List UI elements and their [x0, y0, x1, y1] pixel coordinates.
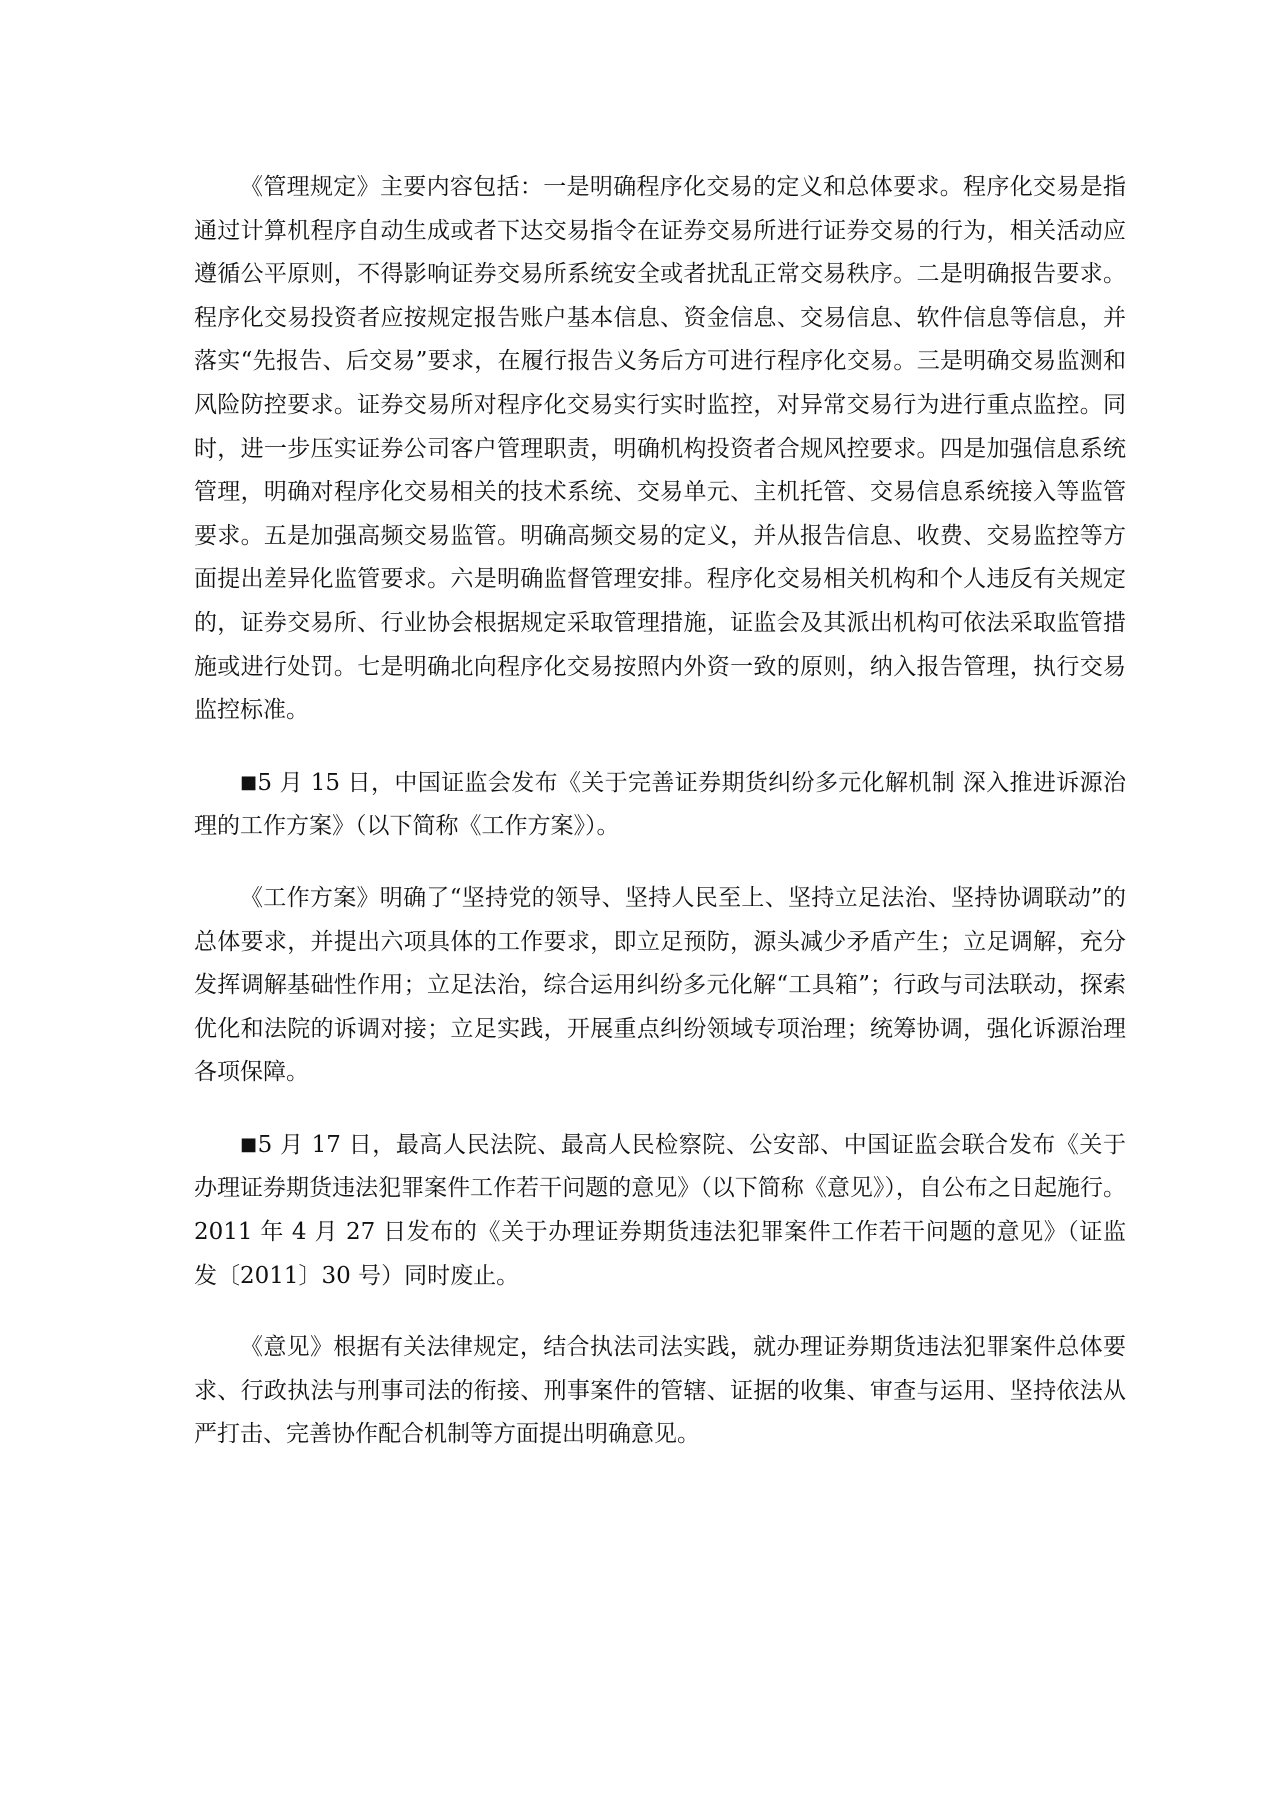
paragraph-text: 《工作方案》明确了“坚持党的领导、坚持人民至上、坚持立足法治、坚持协调联动”的总体要求，并提出六项具体的工作要求，即立足预防，源头减少矛盾产生；立足调解，充分发挥调解基础性作用；立足法治，综合运用纠纷多元化解“工具箱”；行政与司法联动，探索优化和法院的诉调对接；立足实践，开展重点纠纷领域专项治理；统筹协调，强化诉源治理各项保障。 [194, 884, 1126, 1086]
paragraph-text: 《管理规定》主要内容包括：一是明确程序化交易的定义和总体要求。程序化交易是指通过计算机程序自动生成或者下达交易指令在证券交易所进行证券交易的行为，相关活动应遵循公平原则，不得影响证券交易所系统安全或者扰乱正常交易秩序。二是明确报告要求。程序化交易投资者应按规定报告账户基本信息、资金信息、交易信息、软件信息等信息，并落实“先报告、后交易”要求，在履行报告义务后方可进行程序化交易。三是明确交易监测和风险防控要求。证券交易所对程序化交易实行实时监控，对异常交易行为进行重点监控。同时，进一步压实证券公司客户管理职责，明确机构投资者合规风控要求。四是加强信息系统管理，明确对程序化交易相关的技术系统、交易单元、主机托管、交易信息系统接入等监管要求。五是加强高频交易监管。明确高频交易的定义，并从报告信息、收费、交易监控等方面提出差异化监管要求。六是明确监督管理安排。程序化交易相关机构和个人违反有关规定的，证券交易所、行业协会根据规定采取管理措施，证监会及其派出机构可依法采取监管措施或进行处罚。七是明确北向程序化交易按照内外资一致的原则，纳入报告管理，执行交易监控标准。 [194, 174, 1126, 724]
document-page [194, 166, 1126, 1485]
news-item-text: 5 月 17 日，最高人民法院、最高人民检察院、公安部、中国证监会联合发布《关于办理证券期货违法犯罪案件工作若干问题的意见》（以下简称《意见》），自公布之日起施行。2011 年 4 月 27 日发布的《关于办理证券期货违法犯罪案件工作若干问题的意见》（证监发〔2011〕30 号）同时废止。 [194, 1131, 1126, 1289]
news-item-may-17 [194, 1123, 1126, 1298]
paragraph-text: 《意见》根据有关法律规定，结合执法司法实践，就办理证券期货违法犯罪案件总体要求、行政执法与刑事司法的衔接、刑事案件的管辖、证据的收集、审查与运用、坚持依法从严打击、完善协作配合机制等方面提出明确意见。 [194, 1334, 1126, 1448]
square-bullet-icon: ■ [240, 771, 258, 793]
paragraph-management-rules [194, 166, 1126, 733]
news-item-may-15 [194, 761, 1126, 849]
news-item-text: 5 月 15 日，中国证监会发布《关于完善证券期货纠纷多元化解机制 深入推进诉源治理的工作方案》（以下简称《工作方案》）。 [194, 769, 1126, 840]
paragraph-work-plan [194, 877, 1126, 1095]
paragraph-opinions [194, 1326, 1126, 1457]
square-bullet-icon: ■ [240, 1133, 258, 1155]
